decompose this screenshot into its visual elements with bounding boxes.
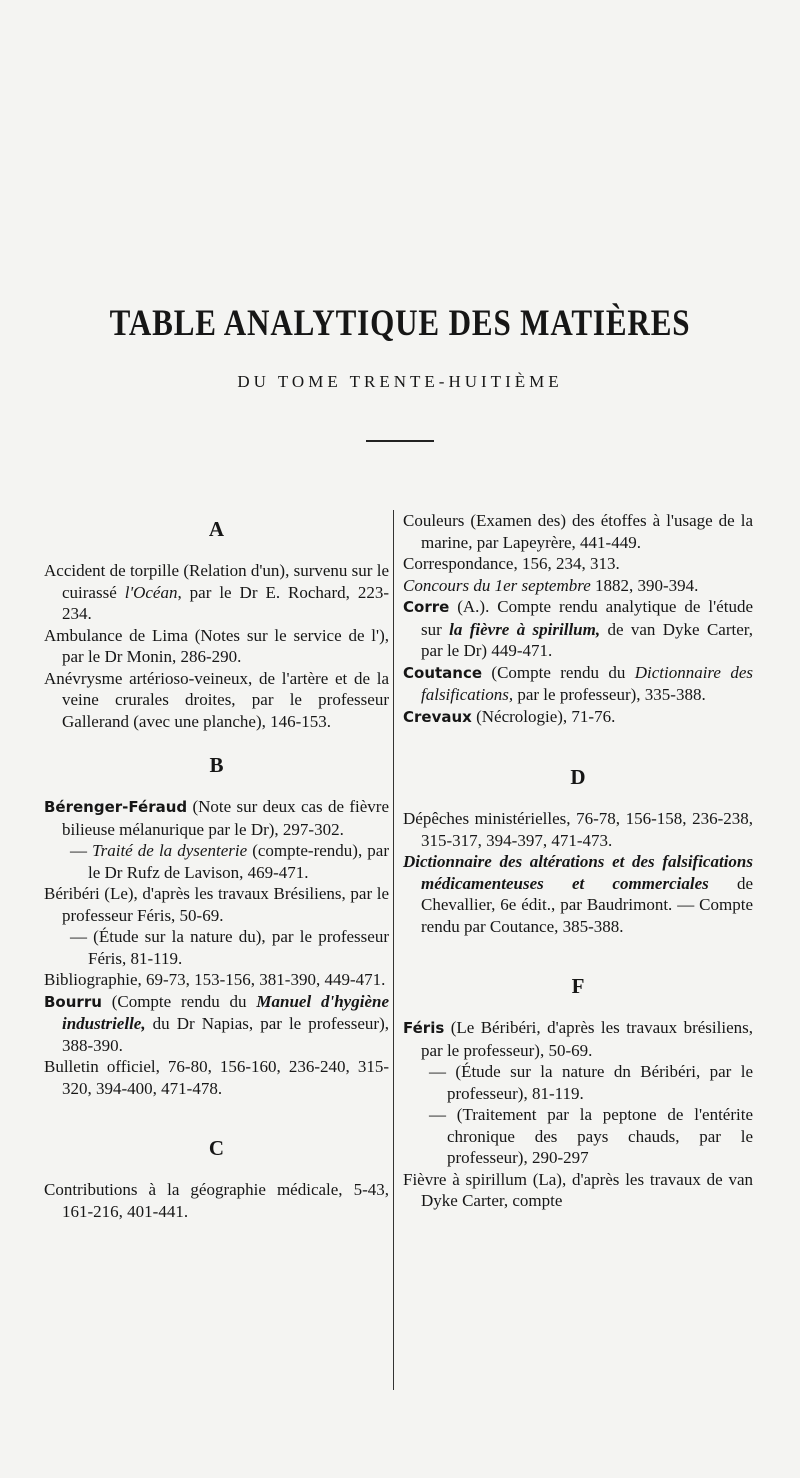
index-subentry-feris-etude: — (Étude sur la nature dn Béribéri, par le professeur), 81-119. (429, 1062, 753, 1103)
index-subentry-feris-traitement: — (Traitement par la peptone de l'entérite chronique des pays chauds, par le professeur), 290-297 (429, 1105, 753, 1167)
index-entry-feris (403, 1017, 753, 1061)
right-column (403, 510, 753, 1212)
section-letter-f: F (571, 974, 585, 998)
index-entry-anevrysme: Anévrysme artérioso-veineux, de l'artère et de la veine crurales droites, par le professeur Gallerand (avec une planche), 146-153. (44, 668, 389, 731)
entry-text: (compte-rendu), par le Dr Rufz de Lavison, 469-471. (88, 841, 389, 882)
spacer (44, 732, 389, 746)
entry-head: Crevaux (403, 707, 472, 726)
section-letter-a: A (208, 517, 225, 541)
column-divider (393, 510, 394, 1390)
index-entry-ambulance: Ambulance de Lima (Notes sur le service de l'), par le Dr Monin, 286-290. (44, 625, 389, 666)
entry-italic: Traité de la dysenterie (92, 841, 248, 860)
entry-text: du Dr Napias, par le professeur), 388-390. (62, 1014, 389, 1055)
entry-text: (Nécrologie), 71-76. (471, 706, 616, 726)
entry-text: (Compte rendu du (101, 991, 257, 1011)
index-entry-bourru (44, 991, 389, 1057)
entry-italic: Concours du 1er septembre (403, 575, 591, 595)
left-column (44, 510, 389, 1222)
index-entry-dictionnaire (403, 851, 753, 937)
entry-head: Corre (403, 598, 450, 616)
index-entry-contributions: Contributions à la géographie médicale, 5-43, 161-216, 401-441. (44, 1180, 389, 1221)
entry-text: (Note sur deux cas de fièvre bilieuse mélanurique par le Dr), 297-302. (62, 797, 389, 839)
entry-italic: l'Océan (124, 582, 178, 602)
page-subtitle: DU TOME TRENTE-HUITIÈME (237, 372, 563, 391)
entry-text: — (70, 841, 93, 860)
index-entry-berenger (44, 796, 389, 840)
index-entry-couleurs: Couleurs (Examen des) des étoffes à l'usage de la marine, par Lapeyrère, 441-449. (403, 511, 753, 552)
entry-text: par le professeur), 335-388. (513, 685, 706, 704)
entry-text: 1882, 390-394. (590, 575, 699, 595)
entry-italic: Dictionnaire des falsifications, (421, 662, 753, 704)
index-subentry-beriberi: — (Étude sur la nature du), par le professeur Féris, 81-119. (70, 927, 389, 968)
entry-text: (Le Béribéri, d'après les travaux brésiliens, par le professeur), 50-69. (421, 1018, 753, 1060)
section-letter-c: C (208, 1136, 225, 1160)
index-subentry-traite (44, 840, 389, 883)
entry-italic: Manuel d'hygiène industrielle, (62, 991, 389, 1033)
page-title: TABLE ANALYTIQUE DES MATIÈRES (109, 303, 691, 344)
entry-text: de van Dyke Carter, par le Dr) 449-471. (421, 619, 753, 660)
entry-head: Féris (403, 1019, 445, 1037)
entry-text: (Compte rendu du (482, 662, 635, 682)
index-entry-fievre: Fièvre à spirillum (La), d'après les travaux de van Dyke Carter, compte (403, 1169, 753, 1210)
index-entry-coutance (403, 662, 753, 706)
entry-head: Bérenger-Féraud (44, 798, 188, 816)
entry-text: (A.). Compte rendu analytique de l'étude sur (421, 597, 753, 639)
index-entry-beriberi: Béribéri (Le), d'après les travaux Brésiliens, par le professeur Féris, 50-69. (44, 884, 389, 925)
spacer (403, 728, 753, 758)
entry-head: Bourru (44, 992, 102, 1011)
index-entry-correspondance: Correspondance, 156, 234, 313. (403, 554, 620, 573)
entry-italic: Dictionnaire des altérations et des falsifications médicamenteuses et commerciales (403, 852, 753, 893)
entry-text: de Chevallier, 6e édit., par Baudrimont. — Compte rendu par Coutance, 385-388. (421, 873, 753, 936)
entry-text: Accident de torpille (Relation d'un), survenu sur le cuirassé (44, 561, 389, 602)
index-entry-accident (44, 560, 389, 625)
index-entry-depeches: Dépêches ministérielles, 76-78, 156-158, 236-238, 315-317, 394-397, 471-473. (403, 809, 753, 850)
entry-text: , par le Dr E. Rochard, 223-234. (62, 582, 389, 623)
section-letter-b: B (209, 753, 224, 777)
spacer (403, 937, 753, 967)
entry-head: Coutance (403, 663, 483, 682)
entry-italic: la fièvre à spirillum, (449, 619, 601, 639)
index-entry-concours (403, 575, 753, 597)
title-rule (366, 440, 434, 442)
spacer (44, 1099, 389, 1129)
index-entry-corre (403, 596, 753, 662)
index-entry-crevaux (403, 706, 753, 729)
index-entry-bibliographie: Bibliographie, 69-73, 153-156, 381-390, 449-471. (44, 970, 386, 989)
index-entry-bulletin: Bulletin officiel, 76-80, 156-160, 236-240, 315-320, 394-400, 471-478. (44, 1057, 389, 1098)
section-letter-d: D (570, 765, 586, 789)
